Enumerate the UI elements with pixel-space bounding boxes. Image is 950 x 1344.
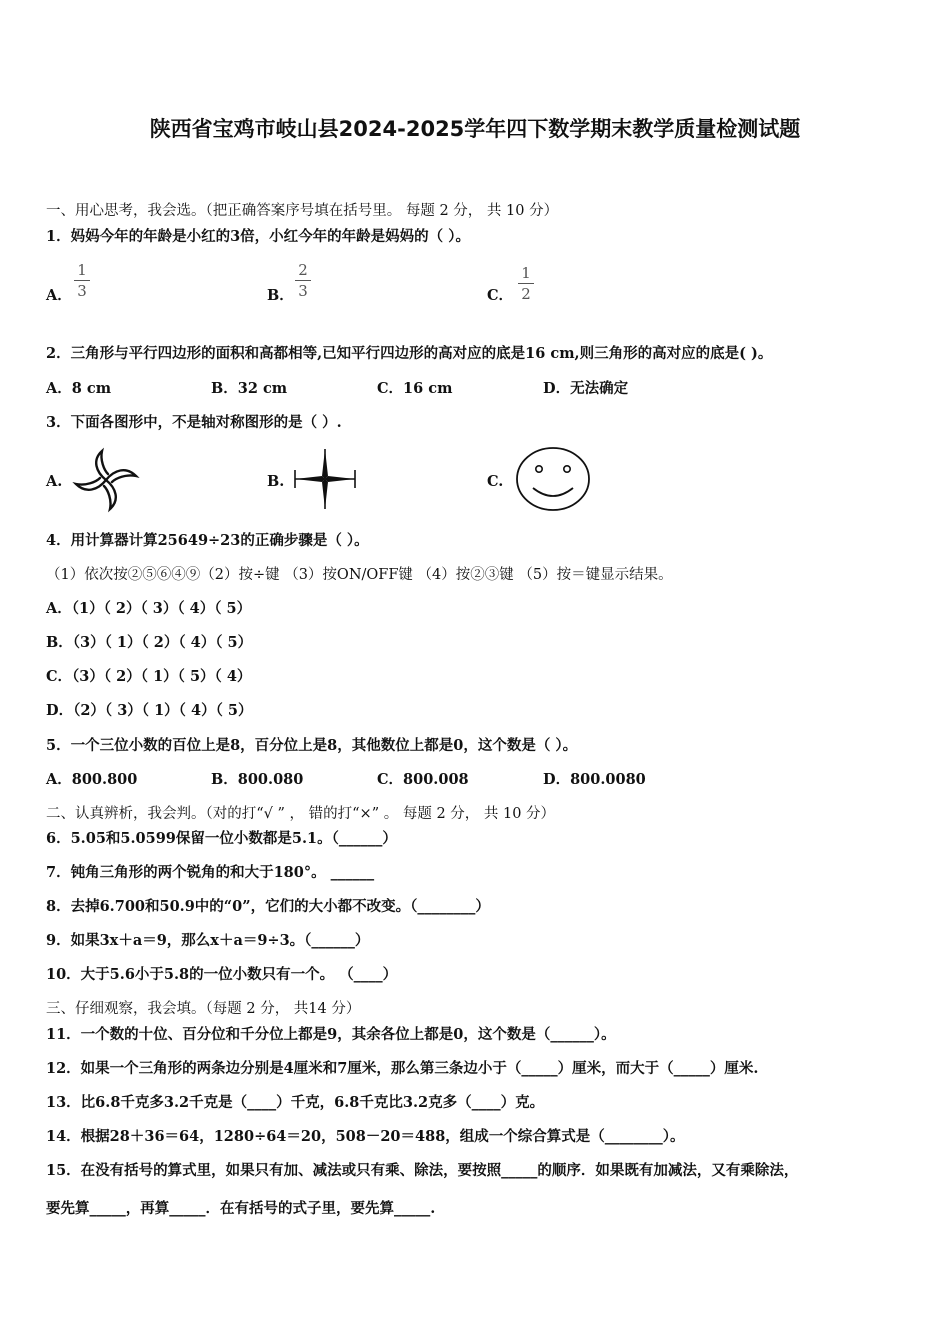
q15-line2: 要先算_____，再算_____．在有括号的式子里，要先算_____. (46, 1200, 436, 1217)
q5-option-b: B．800.080 (211, 771, 304, 788)
q2-option-a: A．8 cm (46, 380, 112, 397)
section2-heading: 二、认真辨析，我会判。（对的打“√ ” ， 错的打“×” 。 每题 2 分， 共 10 分） (46, 806, 556, 822)
section1-heading: 一、用心思考，我会选。（把正确答案序号填在括号里。 每题 2 分， 共 10 分） (46, 203, 559, 219)
q2-stem: 2．三角形与平行四边形的面积和高都相等,已知平行四边形的高对应的底是16 cm,则三角形的高对应的底是( )。 (46, 345, 773, 362)
q4-stem: 4．用计算器计算25649÷23的正确步骤是（ ）。 (46, 532, 369, 549)
q13: 13．比6.8千克多3.2千克是（____）千克，6.8千克比3.2克多（____）克。 (46, 1094, 545, 1111)
q12: 12．如果一个三角形的两条边分别是4厘米和7厘米，那么第三条边小于（_____）厘米，而大于（_____）厘米. (46, 1060, 759, 1077)
q1-option-b-label: B． (267, 287, 294, 304)
fraction-numerator: 1 (521, 264, 531, 282)
q4-steps: （1）依次按②⑤⑥④⑨（2）按÷键 （3）按ON/OFF键 （4）按②③键 （5）按＝键显示结果。 (46, 567, 673, 583)
q2-option-c: C．16 cm (377, 380, 453, 397)
q8: 8．去掉6.700和50.9中的“0”，它们的大小都不改变。（________） (46, 898, 490, 915)
q5-option-c: C．800.008 (377, 771, 469, 788)
q4-option-c: C．（3）（ 2）（ 1）（ 5）（ 4） (46, 668, 252, 685)
smiley-face-icon (512, 444, 594, 514)
fraction-denominator: 3 (77, 282, 87, 300)
q11: 11．一个数的十位、百分位和千分位上都是9，其余各位上都是0，这个数是（______）。 (46, 1026, 616, 1043)
q2-option-d: D．无法确定 (543, 380, 629, 397)
q5-stem: 5．一个三位小数的百位上是8，百分位上是8，其他数位上都是0，这个数是（ ）。 (46, 737, 578, 754)
q2-option-b: B．32 cm (211, 380, 288, 397)
fraction-numerator: 2 (298, 261, 308, 279)
section3-heading: 三、仔细观察，我会填。（每题 2 分， 共14 分） (46, 1001, 361, 1017)
q4-option-b: B．（3）（ 1）（ 2）（ 4）（ 5） (46, 634, 253, 651)
q1-option-c-fraction (518, 264, 534, 303)
q5-option-d: D．800.0080 (543, 771, 646, 788)
q15-line1: 15．在没有括号的算式里，如果只有加、减法或只有乘、除法，要按照_____的顺序．如果既有加减法，又有乘除法， (46, 1162, 799, 1179)
q9: 9．如果3x＋a＝9，那么x＋a＝9÷3。（______） (46, 932, 370, 949)
q4-option-d: D．（2）（ 3）（ 1）（ 4）（ 5） (46, 702, 253, 719)
q6: 6．5.05和5.0599保留一位小数都是5.1。（______） (46, 830, 397, 847)
q5-option-a: A．800.800 (46, 771, 138, 788)
fraction-numerator: 1 (77, 261, 87, 279)
q3-option-a-label: A. (46, 473, 63, 490)
q14: 14．根据28＋36＝64，1280÷64＝20，508－20＝488，组成一个综合算式是（________）。 (46, 1128, 685, 1145)
q7: 7．钝角三角形的两个锐角的和大于180°。 ______ (46, 864, 375, 881)
q1-option-c-label: C． (487, 287, 514, 304)
q3-stem: 3．下面各图形中，不是轴对称图形的是（ ）. (46, 414, 342, 431)
cross-star-shape-icon (292, 446, 358, 512)
q1-option-a-fraction (74, 261, 90, 300)
q1-stem: 1．妈妈今年的年龄是小红的3倍，小红今年的年龄是妈妈的（ ）。 (46, 228, 470, 245)
fraction-denominator: 3 (298, 282, 308, 300)
q3-option-c-label: C. (487, 473, 504, 490)
q10: 10．大于5.6小于5.8的一位小数只有一个。 （____） (46, 966, 398, 983)
q3-option-b-label: B. (267, 473, 285, 490)
q1-option-a-label: A． (46, 287, 72, 304)
pinwheel-shape-icon (70, 446, 142, 514)
q4-option-a: A．（1）（ 2）（ 3）（ 4）（ 5） (46, 600, 252, 617)
fraction-denominator: 2 (521, 285, 531, 303)
page-title: 陕西省宝鸡市岐山县2024-2025学年四下数学期末教学质量检测试题 (149, 117, 801, 141)
q1-option-b-fraction (295, 261, 311, 300)
